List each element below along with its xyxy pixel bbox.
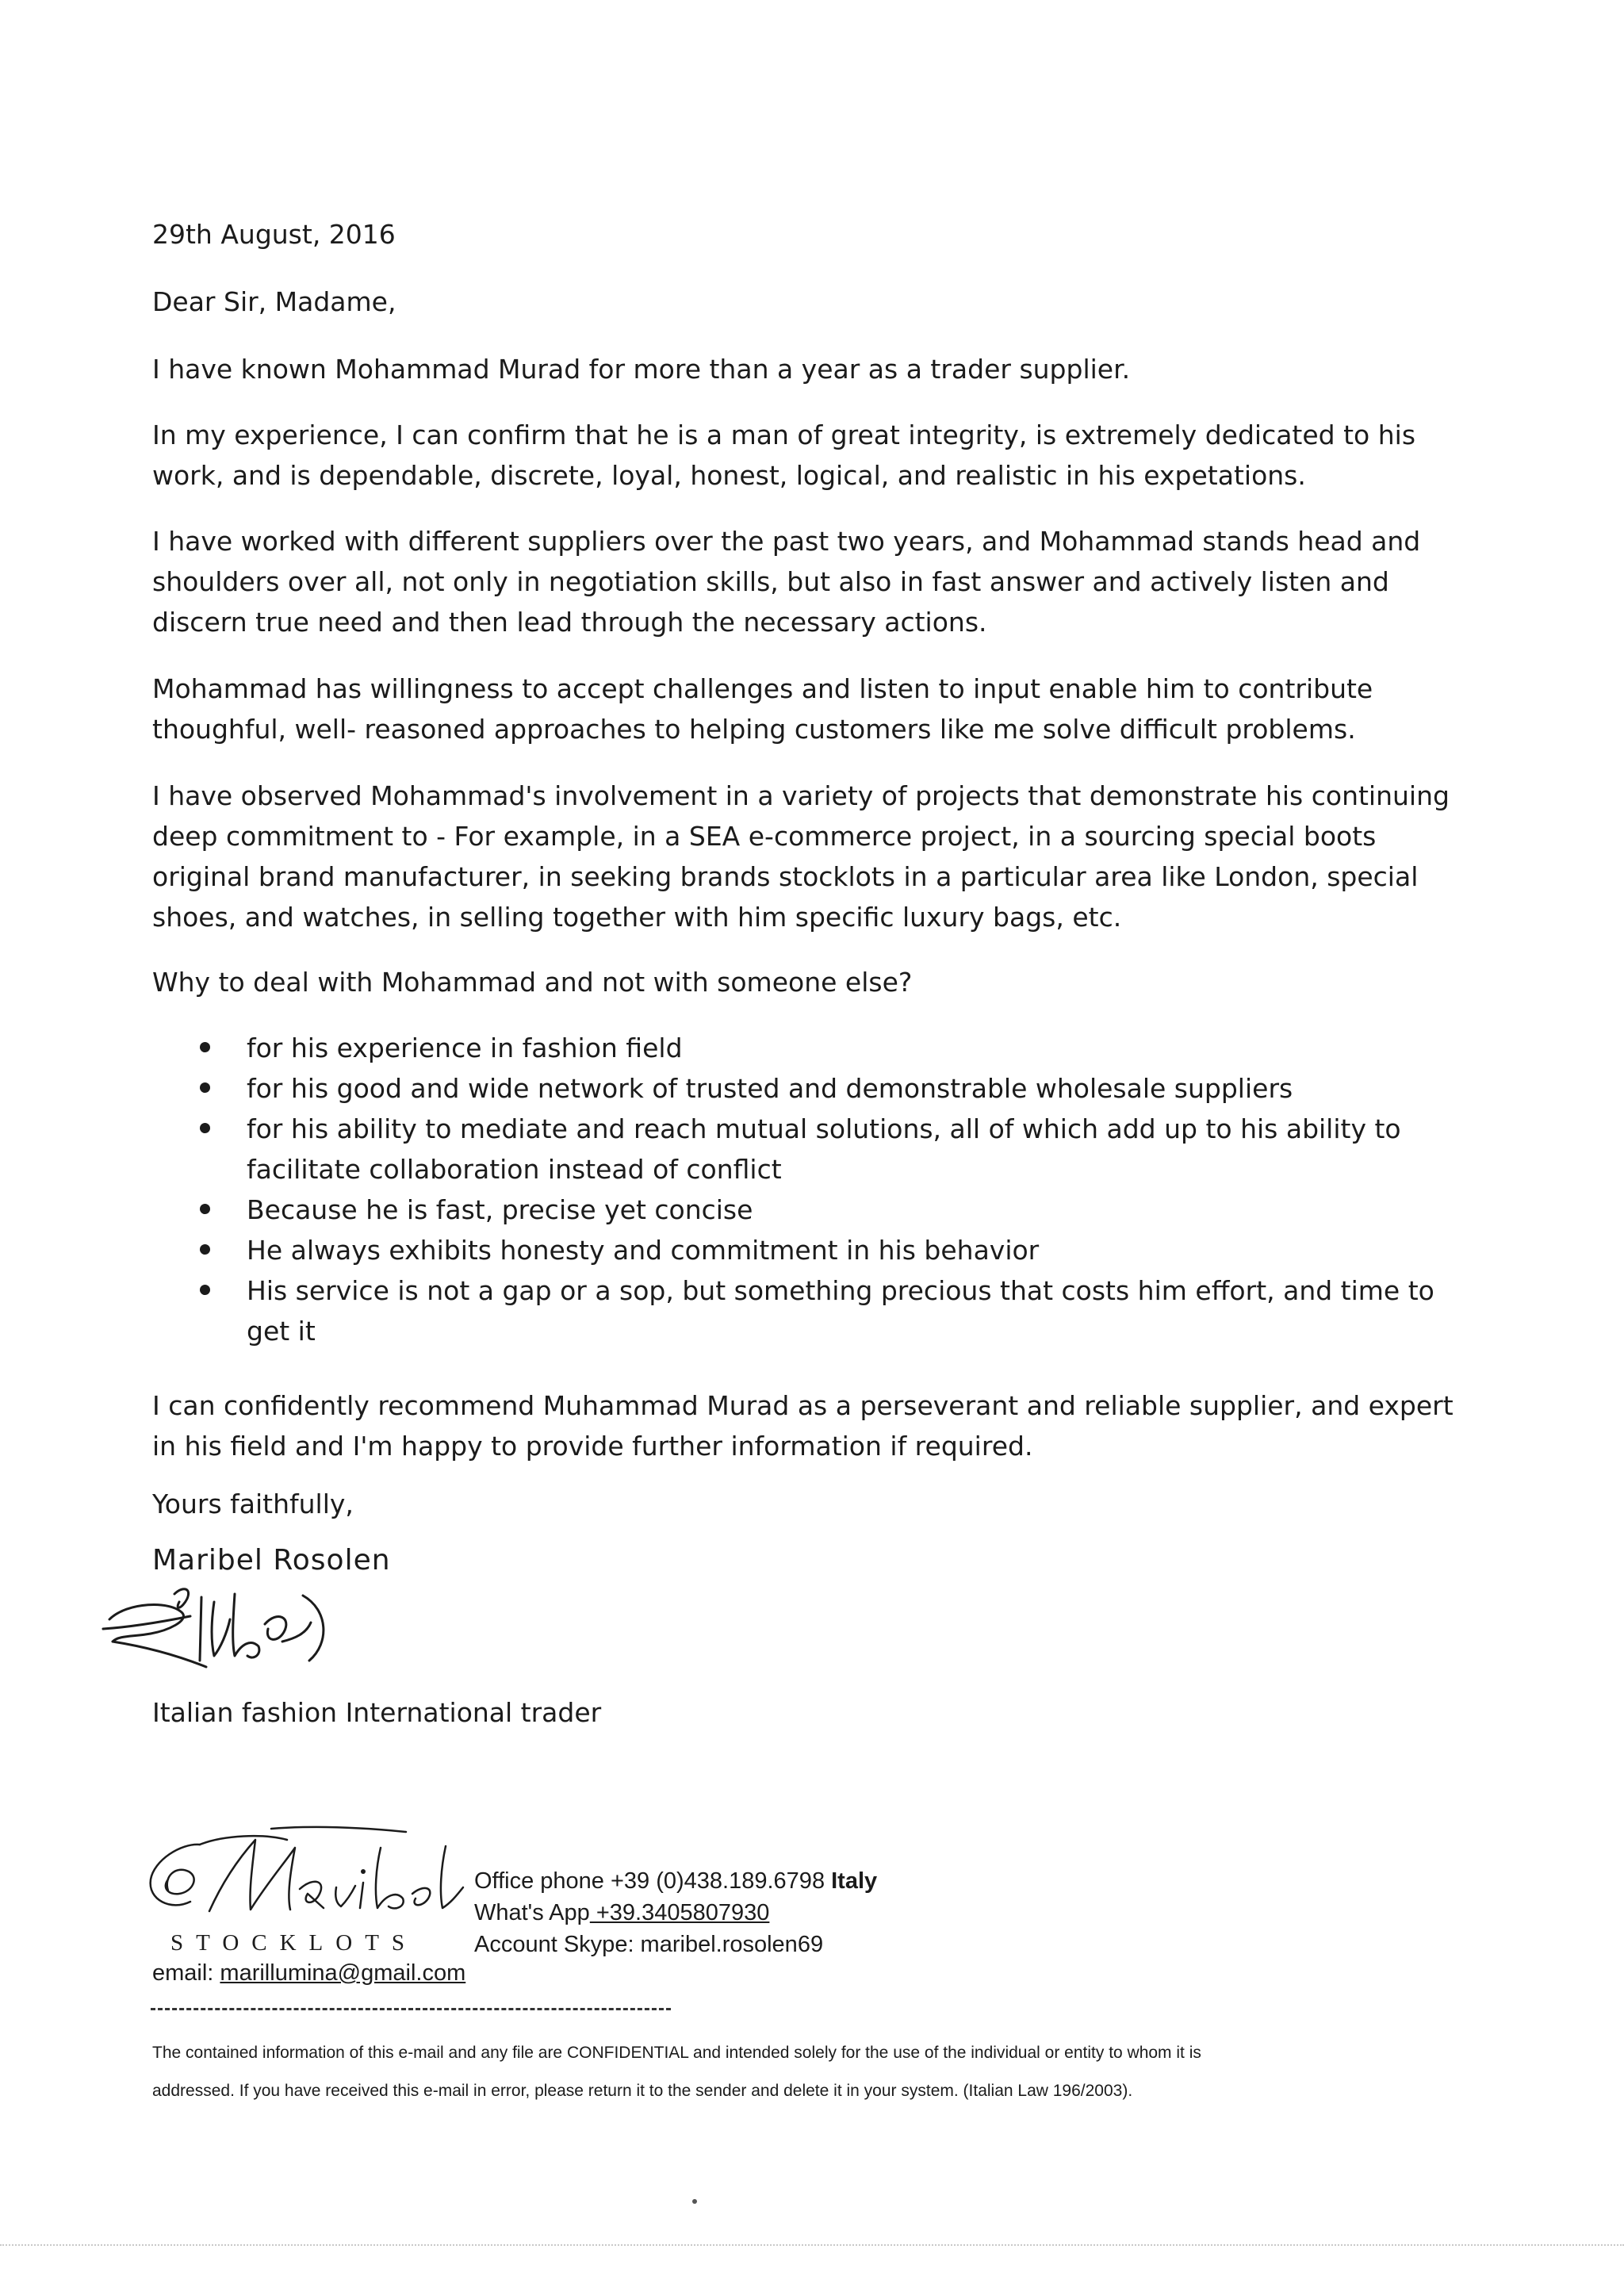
disclaimer-line: addressed. If you have received this e-mail in error, please return it to the sender and delete it in your system. (Italian Law 196/2003). — [152, 2082, 1133, 2100]
whatsapp-label: What's App — [474, 1900, 590, 1925]
maribel-script-logo-icon — [144, 1824, 469, 1923]
whatsapp-link[interactable]: +39.3405807930 — [589, 1900, 770, 1925]
paragraph-line: shoes, and watches, in selling together with him specific luxury bags, etc. — [152, 902, 1122, 933]
contact-block — [474, 1865, 877, 1960]
closing-paragraph — [152, 1385, 1454, 1466]
email-line — [152, 1957, 465, 1989]
paragraph-line: I can confidently recommend Muhammad Murad as a perseverant and reliable supplier, and expert — [152, 1390, 1454, 1421]
salutation: Dear Sir, Madame, — [152, 286, 396, 317]
list-item — [197, 1190, 1434, 1230]
paragraph-line: thoughful, well- reasoned approaches to helping customers like me solve difficult problems. — [152, 714, 1356, 745]
paragraph-line: I have worked with different suppliers over the past two years, and Mohammad stands head and — [152, 526, 1421, 557]
paragraph-line: I have known Mohammad Murad for more than a year as a trader supplier. — [152, 354, 1131, 385]
list-item-line: He always exhibits honesty and commitment in his behavior — [247, 1235, 1040, 1266]
paragraph-5 — [152, 776, 1450, 937]
email-link[interactable]: marillumina@gmail.com — [220, 1960, 466, 1986]
list-item-line: Because he is fast, precise yet concise — [247, 1194, 753, 1225]
skype-line: Account Skype: maribel.rosolen69 — [474, 1932, 824, 1957]
office-country: Italy — [831, 1868, 878, 1894]
office-phone-line — [474, 1865, 877, 1897]
paragraph-line: I have observed Mohammad's involvement in a variety of projects that demonstrate his continuing — [152, 780, 1450, 811]
list-item-line: get it — [247, 1316, 316, 1347]
confidentiality-disclaimer — [152, 2034, 1201, 2110]
disclaimer-line: The contained information of this e-mail and any file are CONFIDENTIAL and intended solely for the use of the individual or entity to whom it is — [152, 2044, 1201, 2062]
whatsapp-line — [474, 1897, 877, 1929]
paragraph-line: original brand manufacturer, in seeking brands stocklots in a particular area like London, special — [152, 861, 1419, 892]
paragraph-line: In my experience, I can confirm that he is a man of great integrity, is extremely dedicated to his — [152, 420, 1416, 450]
list-item — [197, 1230, 1434, 1270]
bullet-icon — [200, 1123, 210, 1133]
list-item — [197, 1068, 1434, 1109]
paragraph-line: deep commitment to - For example, in a SEA e-commerce project, in a sourcing special boots — [152, 821, 1377, 852]
bullet-icon — [200, 1082, 210, 1093]
paragraph-2 — [152, 415, 1415, 496]
paragraph-line: Mohammad has willingness to accept challenges and listen to input enable him to contribute — [152, 673, 1373, 704]
letter-date: 29th August, 2016 — [152, 219, 396, 250]
list-item-line: for his ability to mediate and reach mutual solutions, all of which add up to his ability to — [247, 1113, 1401, 1144]
handwritten-signature-icon — [95, 1578, 349, 1697]
signer-name: Maribel Rosolen — [152, 1544, 391, 1577]
scan-speck — [692, 2199, 697, 2204]
list-item-line: facilitate collaboration instead of conflict — [247, 1154, 782, 1185]
paragraph-line: discern true need and then lead through the necessary actions. — [152, 607, 987, 638]
closing-line: Yours faithfully, — [152, 1488, 354, 1519]
bullet-icon — [200, 1042, 210, 1052]
paragraph-4 — [152, 669, 1373, 749]
paragraph-line: work, and is dependable, discrete, loyal, honest, logical, and realistic in his expetations. — [152, 460, 1306, 491]
question-line: Why to deal with Mohammad and not with someone else? — [152, 967, 913, 998]
list-item-line: for his experience in fashion field — [247, 1033, 683, 1063]
dashed-divider — [151, 2008, 671, 2010]
scan-edge-line — [0, 2244, 1624, 2246]
paragraph-1 — [152, 349, 1130, 389]
paragraph-3 — [152, 521, 1420, 642]
list-item — [197, 1270, 1434, 1351]
logo-dot — [361, 1869, 366, 1874]
list-item — [197, 1028, 1434, 1068]
paragraph-line: in his field and I'm happy to provide further information if required. — [152, 1431, 1033, 1462]
paragraph-line: shoulders over all, not only in negotiation skills, but also in fast answer and actively listen and — [152, 566, 1389, 597]
list-item-line: for his good and wide network of trusted and demonstrable wholesale suppliers — [247, 1073, 1293, 1104]
list-item-line: His service is not a gap or a sop, but something precious that costs him effort, and time to — [247, 1275, 1434, 1306]
list-item — [197, 1109, 1434, 1190]
bullet-icon — [200, 1285, 210, 1295]
bullet-icon — [200, 1244, 210, 1255]
office-phone: Office phone +39 (0)438.189.6798 — [474, 1868, 832, 1894]
reasons-list — [197, 1028, 1434, 1351]
logo-subtitle: STOCKLOTS — [170, 1930, 418, 1956]
email-label: email: — [152, 1960, 220, 1986]
signer-title: Italian fashion International trader — [152, 1697, 602, 1728]
bullet-icon — [200, 1204, 210, 1214]
